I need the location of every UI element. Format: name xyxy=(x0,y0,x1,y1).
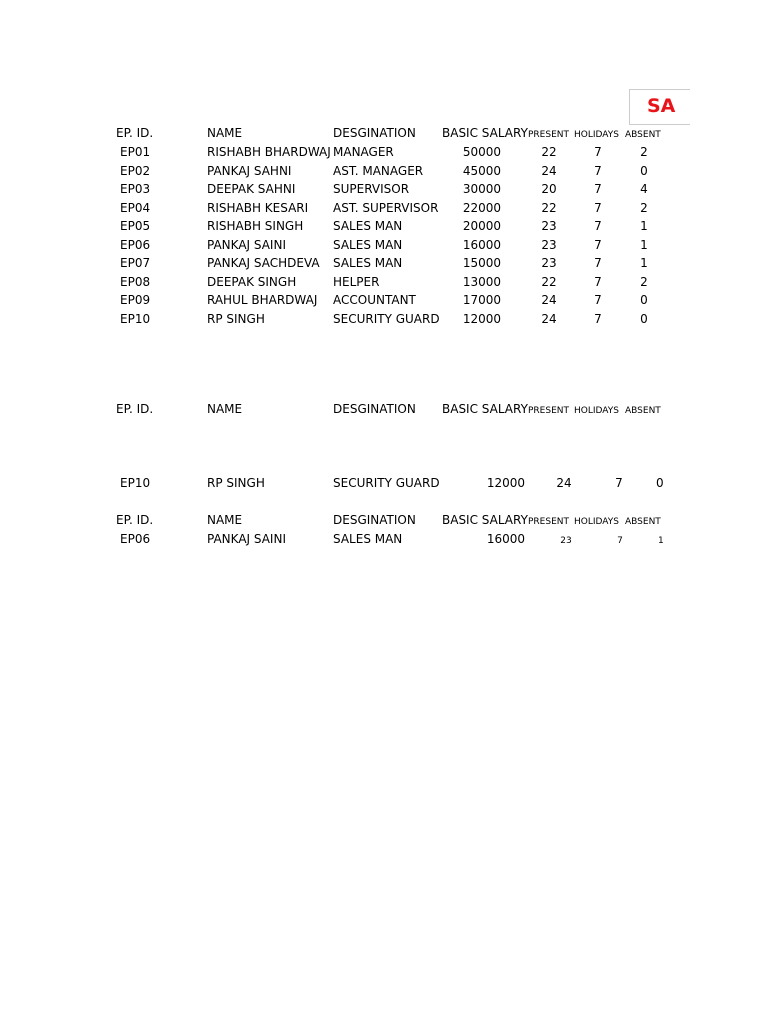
lookup-one-id: EP10 xyxy=(120,476,151,490)
cell-ep-id: EP07 xyxy=(120,256,151,270)
cell-name: PANKAJ SAHNI xyxy=(207,164,292,178)
cell-designation: HELPER xyxy=(333,275,380,289)
header-absent: ABSENT xyxy=(625,406,661,416)
header-present: PRESENT xyxy=(528,406,569,416)
cell-ep-id: EP01 xyxy=(120,145,151,159)
cell-name: PANKAJ SAINI xyxy=(207,238,286,252)
cell-holidays: 7 xyxy=(594,145,602,159)
cell-holidays: 7 xyxy=(594,164,602,178)
lookup-one-absent: 0 xyxy=(656,476,664,490)
header-ep-id: EP. ID. xyxy=(116,402,154,416)
cell-absent: 0 xyxy=(640,293,648,307)
lookup-two-holidays: 7 xyxy=(617,536,623,546)
cell-name: RISHABH KESARI xyxy=(207,201,309,215)
cell-ep-id: EP05 xyxy=(120,219,151,233)
lookup-one-present: 24 xyxy=(556,476,572,490)
cell-absent: 1 xyxy=(640,256,648,270)
cell-name: PANKAJ SACHDEVA xyxy=(207,256,320,270)
cell-designation: SALES MAN xyxy=(333,238,403,252)
cell-name: DEEPAK SAHNI xyxy=(207,182,296,196)
cell-designation: AST. MANAGER xyxy=(333,164,424,178)
lookup-one-designation: SECURITY GUARD xyxy=(333,476,440,490)
cell-name: DEEPAK SINGH xyxy=(207,275,297,289)
cell-ep-id: EP06 xyxy=(120,238,151,252)
cell-present: 22 xyxy=(541,275,557,289)
cell-ep-id: EP10 xyxy=(120,312,151,326)
sheet-title: SA xyxy=(647,95,676,117)
cell-designation: MANAGER xyxy=(333,145,394,159)
cell-name: RAHUL BHARDWAJ xyxy=(207,293,318,307)
header-name: NAME xyxy=(207,126,243,140)
cell-name: RISHABH SINGH xyxy=(207,219,304,233)
cell-absent: 0 xyxy=(640,312,648,326)
cell-basic-salary: 12000 xyxy=(462,312,501,326)
header-ep-id: EP. ID. xyxy=(116,126,154,140)
cell-basic-salary: 16000 xyxy=(462,238,501,252)
cell-absent: 4 xyxy=(640,182,648,196)
cell-present: 24 xyxy=(541,293,557,307)
cell-present: 22 xyxy=(541,201,557,215)
cell-designation: ACCOUNTANT xyxy=(333,293,416,307)
lookup-two-name: PANKAJ SAINI xyxy=(207,532,286,546)
lookup-two-id: EP06 xyxy=(120,532,151,546)
header-ep-id: EP. ID. xyxy=(116,513,154,527)
cell-basic-salary: 30000 xyxy=(462,182,501,196)
cell-basic-salary: 13000 xyxy=(462,275,501,289)
cell-basic-salary: 20000 xyxy=(462,219,501,233)
header-name: NAME xyxy=(207,513,243,527)
cell-holidays: 7 xyxy=(594,219,602,233)
cell-present: 22 xyxy=(541,145,557,159)
header-name: NAME xyxy=(207,402,243,416)
cell-basic-salary: 22000 xyxy=(462,201,501,215)
cell-ep-id: EP09 xyxy=(120,293,151,307)
header-present: PRESENT xyxy=(528,517,569,527)
cell-holidays: 7 xyxy=(594,275,602,289)
lookup-two-absent: 1 xyxy=(658,536,664,546)
cell-holidays: 7 xyxy=(594,312,602,326)
header-designation: DESGINATION xyxy=(333,126,416,140)
lookup-two-designation: SALES MAN xyxy=(333,532,403,546)
cell-absent: 2 xyxy=(640,201,648,215)
cell-present: 24 xyxy=(541,164,557,178)
cell-present: 20 xyxy=(541,182,557,196)
cell-present: 23 xyxy=(541,219,557,233)
lookup-two-present: 23 xyxy=(560,536,572,546)
cell-present: 23 xyxy=(541,238,557,252)
header-holidays: HOLIDAYS xyxy=(574,406,619,416)
cell-name: RISHABH BHARDWAJ xyxy=(207,145,331,159)
header-basic-salary: BASIC SALARY xyxy=(442,402,528,416)
cell-absent: 1 xyxy=(640,238,648,252)
cell-basic-salary: 15000 xyxy=(462,256,501,270)
cell-designation: SECURITY GUARD xyxy=(333,312,440,326)
cell-name: RP SINGH xyxy=(207,312,265,326)
header-holidays: HOLIDAYS xyxy=(574,130,619,140)
lookup-one-name: RP SINGH xyxy=(207,476,265,490)
header-designation: DESGINATION xyxy=(333,513,416,527)
cell-absent: 1 xyxy=(640,219,648,233)
cell-holidays: 7 xyxy=(594,293,602,307)
cell-ep-id: EP04 xyxy=(120,201,151,215)
cell-ep-id: EP02 xyxy=(120,164,151,178)
lookup-two-salary: 16000 xyxy=(486,532,525,546)
cell-basic-salary: 50000 xyxy=(462,145,501,159)
header-absent: ABSENT xyxy=(625,517,661,527)
cell-ep-id: EP03 xyxy=(120,182,151,196)
cell-holidays: 7 xyxy=(594,201,602,215)
header-holidays: HOLIDAYS xyxy=(574,517,619,527)
cell-absent: 2 xyxy=(640,275,648,289)
header-present: PRESENT xyxy=(528,130,569,140)
cell-holidays: 7 xyxy=(594,256,602,270)
cell-designation: SUPERVISOR xyxy=(333,182,410,196)
header-basic-salary: BASIC SALARY xyxy=(442,126,528,140)
lookup-one-salary: 12000 xyxy=(486,476,525,490)
cell-basic-salary: 45000 xyxy=(462,164,501,178)
cell-designation: AST. SUPERVISOR xyxy=(333,201,439,215)
cell-present: 23 xyxy=(541,256,557,270)
header-basic-salary: BASIC SALARY xyxy=(442,513,528,527)
header-designation: DESGINATION xyxy=(333,402,416,416)
cell-absent: 0 xyxy=(640,164,648,178)
cell-ep-id: EP08 xyxy=(120,275,151,289)
cell-designation: SALES MAN xyxy=(333,256,403,270)
header-absent: ABSENT xyxy=(625,130,661,140)
cell-holidays: 7 xyxy=(594,182,602,196)
cell-holidays: 7 xyxy=(594,238,602,252)
lookup-one-holidays: 7 xyxy=(615,476,623,490)
cell-absent: 2 xyxy=(640,145,648,159)
cell-present: 24 xyxy=(541,312,557,326)
cell-basic-salary: 17000 xyxy=(462,293,501,307)
cell-designation: SALES MAN xyxy=(333,219,403,233)
